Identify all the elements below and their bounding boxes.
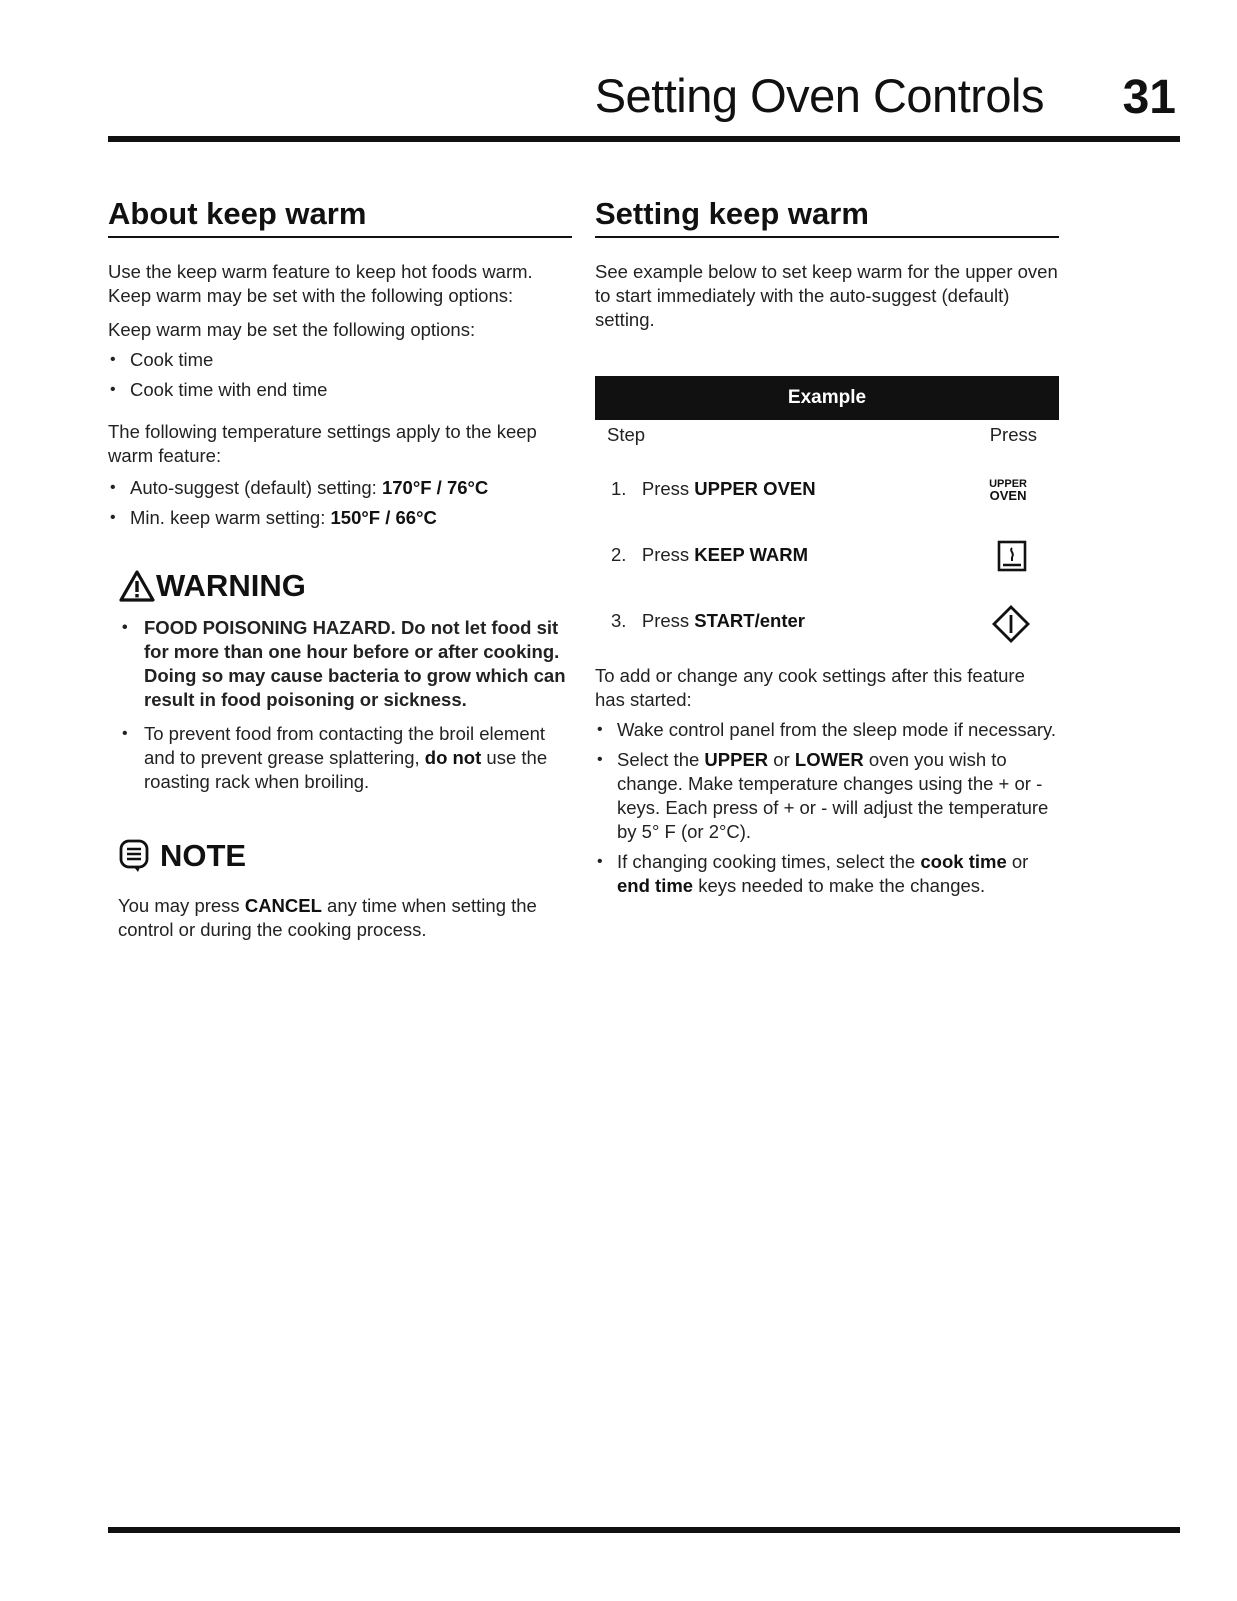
page-title: Setting Oven Controls <box>594 69 1044 122</box>
temp-value: 150°F / 66°C <box>330 507 437 528</box>
step-key-name: KEEP WARM <box>694 544 809 565</box>
step-key-name: UPPER OVEN <box>694 478 816 499</box>
step-column-label: Step <box>607 424 646 445</box>
list-item: • Cook time with end time <box>108 378 572 402</box>
example-step <box>595 456 1059 522</box>
step-number: 3. <box>611 610 627 631</box>
step-text <box>611 478 816 500</box>
list-item: • Wake control panel from the sleep mode if necessary. <box>595 718 1059 742</box>
text: Select the <box>617 749 705 770</box>
note-document-icon <box>118 838 150 874</box>
page-header <box>108 60 1180 140</box>
note-title: NOTE <box>160 838 247 873</box>
about-intro: Use the keep warm feature to keep hot foods warm. Keep warm may be set with the following options: <box>108 261 533 306</box>
header-divider <box>108 136 1180 142</box>
step-prefix: Press <box>641 478 695 499</box>
text: any time when setting the control or during the cooking process. <box>118 895 537 940</box>
after-intro: To add or change any cook settings after this feature has started: <box>595 665 1025 710</box>
warning-heading <box>118 568 572 604</box>
list-item <box>108 506 572 530</box>
right-column <box>595 196 1059 898</box>
setting-heading: Setting keep warm <box>595 196 1059 238</box>
step-number: 1. <box>611 478 627 499</box>
temp-value: 170°F / 76°C <box>381 477 489 498</box>
changes-list <box>595 718 1059 898</box>
temp-label: Auto-suggest (default) setting: <box>130 477 382 498</box>
about-heading: About keep warm <box>108 196 572 238</box>
keep-warm-key-icon <box>997 540 1027 577</box>
options-list <box>108 348 572 402</box>
list-item <box>595 748 1059 844</box>
options-intro: Keep warm may be set the following options: <box>108 319 476 340</box>
list-item <box>118 722 572 794</box>
page-number: 31 <box>1122 71 1176 124</box>
text: oven you wish to change. Make temperature changes using the + or - keys. Each press of + or - will adjust the temperature by 5° F (or 2°C). <box>617 749 1049 842</box>
list-item <box>595 850 1059 898</box>
text: If changing cooking times, select the <box>617 851 921 872</box>
list-item: • FOOD POISONING HAZARD. Do not let food sit for more than one hour before or after cooking. Doing so may cause bacteria to grow which can result in food poisoning or sickness. <box>118 616 572 712</box>
setting-intro: See example below to set keep warm for the upper oven to start immediately with the auto-suggest (default) setting. <box>595 261 1058 330</box>
example-step <box>595 522 1059 588</box>
temp-intro: The following temperature settings apply to the keep warm feature: <box>108 421 537 466</box>
footer-divider <box>108 1527 1180 1533</box>
step-prefix: Press <box>641 544 695 565</box>
press-column-label: Press <box>989 424 1037 445</box>
text-bold: CANCEL <box>244 895 322 916</box>
text: keys needed to make the changes. <box>693 875 986 896</box>
text-bold: UPPER <box>704 749 769 770</box>
temps-list <box>108 476 572 530</box>
start-diamond-icon <box>991 604 1031 649</box>
text: use the roasting rack when broiling. <box>144 747 548 792</box>
example-step <box>595 588 1059 654</box>
step-key-name: START/enter <box>694 610 805 631</box>
key-label-oven: OVEN <box>989 488 1027 503</box>
warning-title: WARNING <box>156 568 306 603</box>
list-item <box>108 476 572 500</box>
step-text <box>611 544 808 566</box>
upper-oven-key <box>989 478 1027 502</box>
example-bar: Example <box>595 376 1059 420</box>
left-column <box>108 196 572 942</box>
text-bold: end time <box>617 875 694 896</box>
note-heading <box>118 838 572 874</box>
text-bold: LOWER <box>794 749 864 770</box>
text-bold: cook time <box>920 851 1007 872</box>
temp-label: Min. keep warm setting: <box>130 507 331 528</box>
warning-list <box>108 616 572 794</box>
text: or <box>768 749 795 770</box>
list-item: • Cook time <box>108 348 572 372</box>
step-number: 2. <box>611 544 627 565</box>
text: You may press <box>118 895 245 916</box>
note-text <box>118 894 572 942</box>
example-table <box>595 376 1059 654</box>
text-bold: do not <box>424 747 482 768</box>
step-prefix: Press <box>641 610 695 631</box>
key-label-upper: UPPER <box>989 478 1027 490</box>
step-text <box>611 610 805 632</box>
text: To prevent food from contacting the broil element and to prevent grease splattering, <box>144 723 546 768</box>
warning-triangle-icon <box>118 569 156 603</box>
example-columns <box>595 420 1059 446</box>
text: or <box>1006 851 1029 872</box>
